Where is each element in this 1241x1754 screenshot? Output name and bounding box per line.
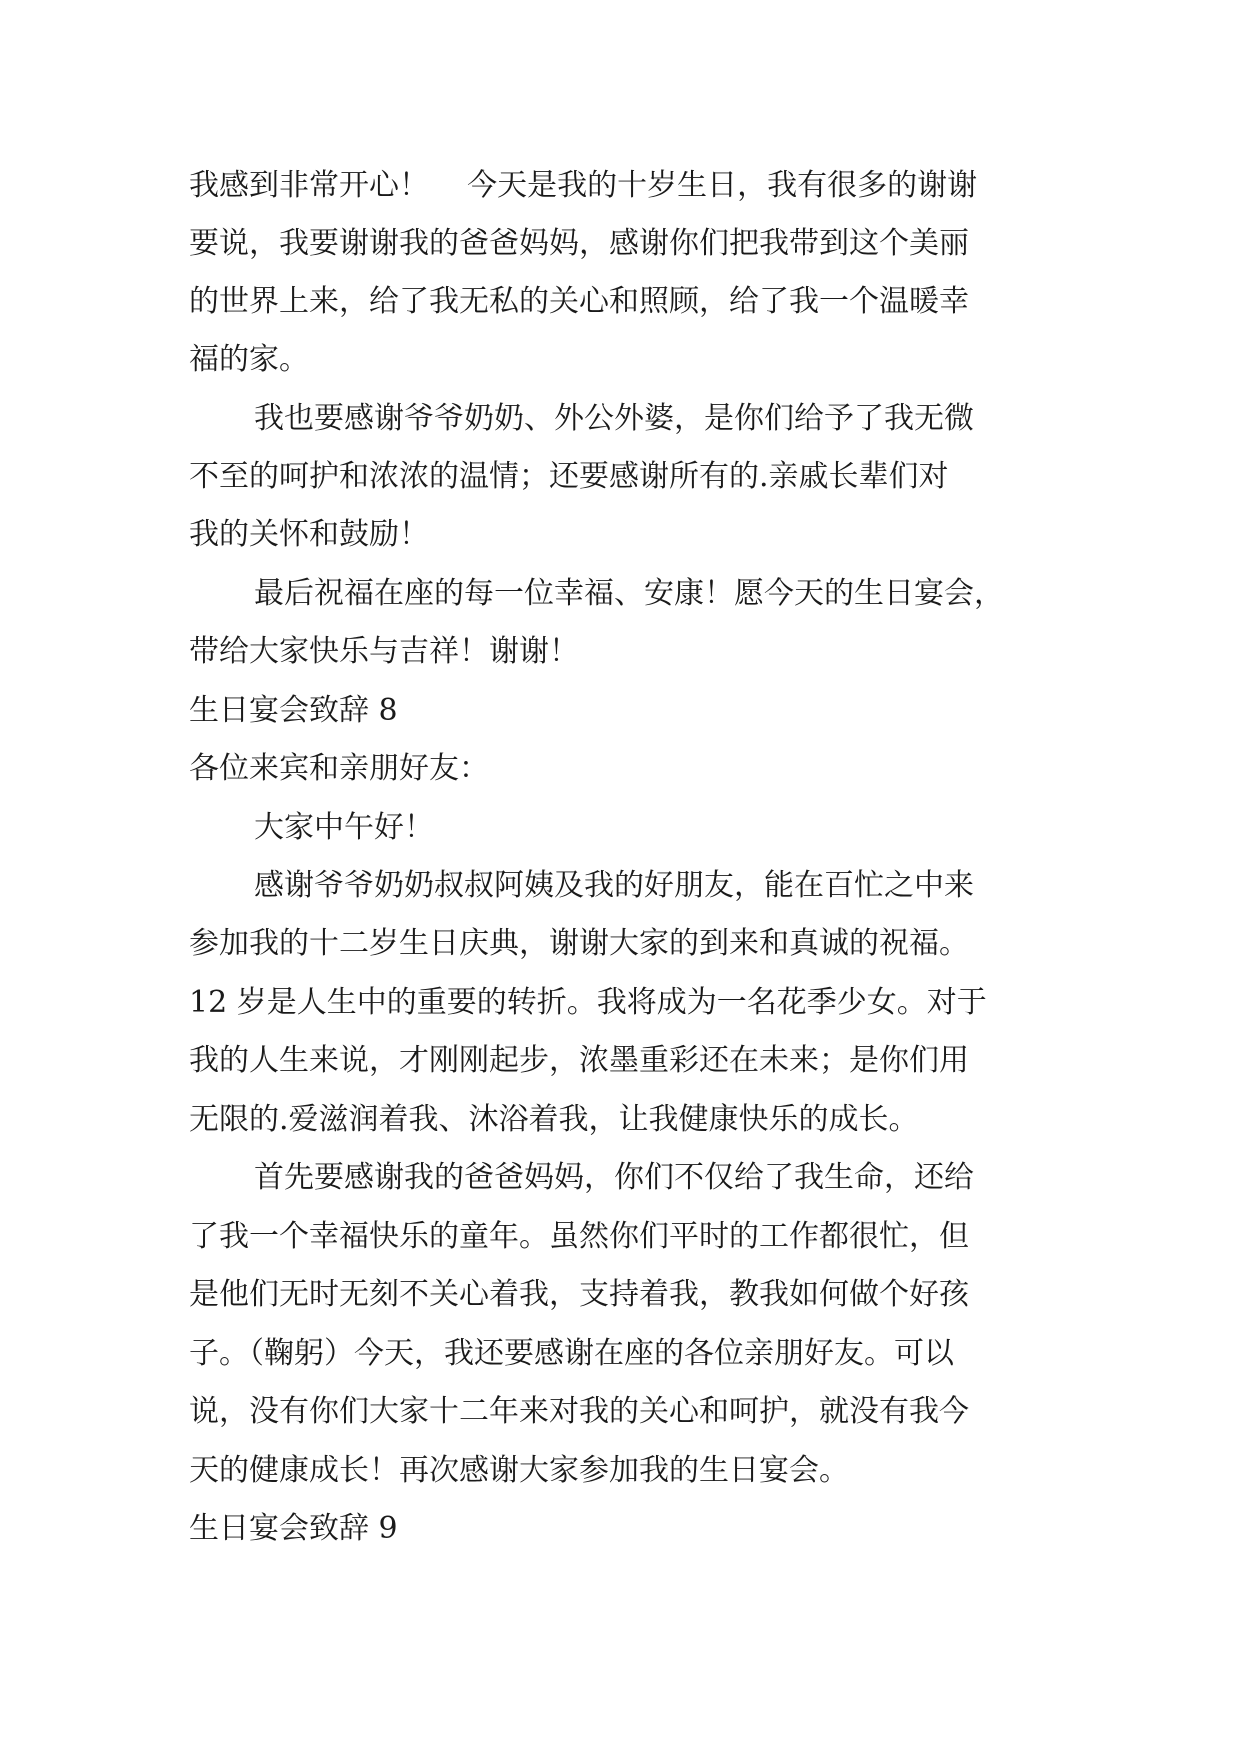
paragraph-line: 要说，我要谢谢我的爸爸妈妈，感谢你们把我带到这个美丽 [189,226,969,261]
salutation: 各位来宾和亲朋好友： [189,751,489,786]
paragraph-line: 说，没有你们大家十二年来对我的关心和呵护，就没有我今 [189,1394,969,1429]
section-heading: 生日宴会致辞 8 [189,693,398,728]
paragraph-line: 无限的.爱滋润着我、沐浴着我，让我健康快乐的成长。 [189,1102,919,1137]
paragraph-line: 是他们无时无刻不关心着我，支持着我，教我如何做个好孩 [189,1277,969,1312]
paragraph-line: 子。（鞠躬）今天，我还要感谢在座的各位亲朋好友。可以 [189,1336,954,1371]
paragraph-line: 参加我的十二岁生日庆典，谢谢大家的到来和真诚的祝福。 [189,926,969,961]
paragraph-line: 最后祝福在座的每一位幸福、安康！愿今天的生日宴会， [254,576,1004,611]
paragraph-line: 感谢爷爷奶奶叔叔阿姨及我的好朋友，能在百忙之中来 [254,868,974,903]
paragraph-line: 福的家。 [189,342,309,377]
paragraph-line: 带给大家快乐与吉祥！谢谢！ [189,634,579,669]
paragraph-line: 我也要感谢爷爷奶奶、外公外婆，是你们给予了我无微 [254,401,974,436]
paragraph-line: 12 岁是人生中的重要的转折。我将成为一名花季少女。对于 [189,985,987,1020]
section-heading: 生日宴会致辞 9 [189,1511,398,1546]
paragraph-line: 不至的呵护和浓浓的温情；还要感谢所有的.亲戚长辈们对 [189,459,949,494]
paragraph-line: 首先要感谢我的爸爸妈妈，你们不仅给了我生命，还给 [254,1160,974,1195]
paragraph-line: 的世界上来，给了我无私的关心和照顾，给了我一个温暖幸 [189,284,969,319]
paragraph-line: 天的健康成长！再次感谢大家参加我的生日宴会。 [189,1453,849,1488]
paragraph-line: 我感到非常开心！ 今天是我的十岁生日，我有很多的谢谢 [189,168,978,203]
paragraph-line: 我的关怀和鼓励！ [189,517,429,552]
paragraph-line: 了我一个幸福快乐的童年。虽然你们平时的工作都很忙，但 [189,1219,969,1254]
paragraph-line: 我的人生来说，才刚刚起步，浓墨重彩还在未来；是你们用 [189,1043,969,1078]
greeting: 大家中午好！ [254,810,434,845]
